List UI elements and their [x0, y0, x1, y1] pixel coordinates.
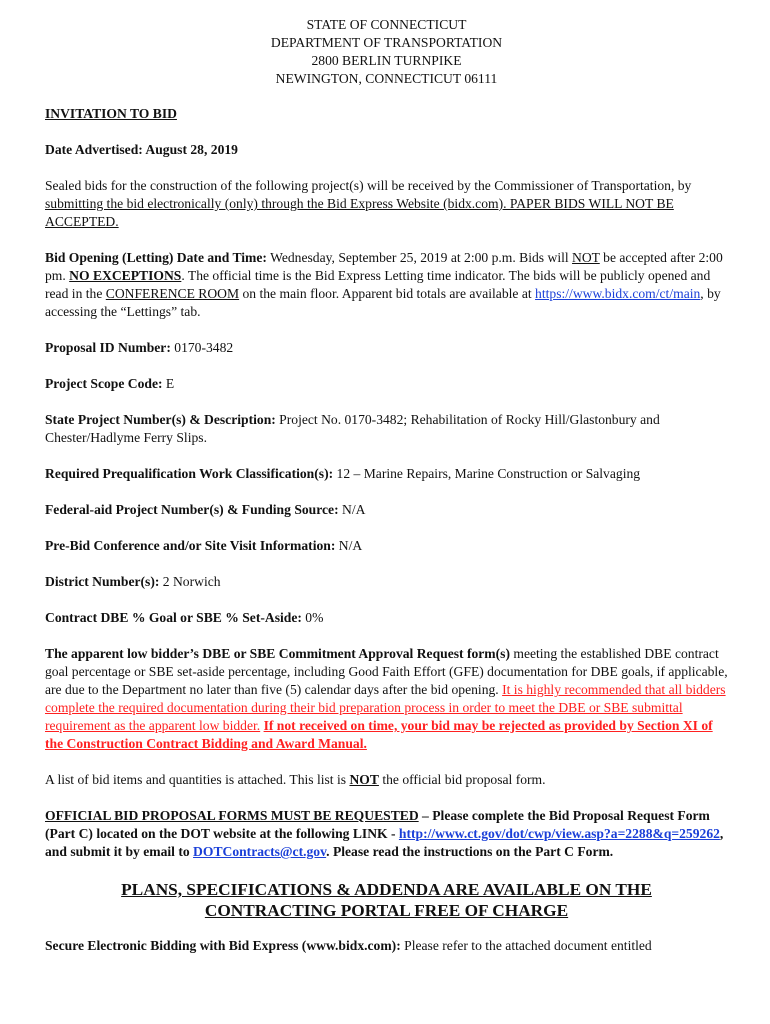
bid-opening-text-5: , by accessing the “Lettings” tab. — [45, 286, 721, 319]
district-value: 2 Norwich — [159, 574, 221, 589]
prequal-label: Required Prequalification Work Classification(s): — [45, 466, 334, 481]
bid-opening-label: Bid Opening (Letting) Date and Time: — [45, 250, 267, 265]
proposal-id-value: 0170-3482 — [170, 340, 234, 355]
secure-text: Please refer to the attached document entitled — [400, 938, 652, 953]
rejection-warning: If not received on time, your bid may be rejected as provided by Section XI of the Construction Contract Bidding and Award Manual. — [45, 718, 713, 751]
apparent-low-label: The apparent low bidder’s DBE or SBE Commitment Approval Request form(s) — [45, 646, 510, 661]
proposal-id-label: Proposal ID Number: — [45, 340, 171, 355]
apparent-low-text: meeting the established DBE contract goal percentage or SBE set-aside percentage, including Good Faith Effort (GFE) documentation for DBE goals, if applicable, are due to the Department no later than five (5) calendar days after the bid opening. — [45, 646, 728, 697]
district — [45, 573, 728, 591]
state-project-value: Project No. 0170-3482; Rehabilitation of Rocky Hill/Glastonbury and Chester/Hadlyme Ferry Slips. — [45, 412, 660, 445]
state-project — [45, 411, 728, 447]
sealed-underlined: submitting the bid electronically (only) through the Bid Express Website (bidx.com). PAPER BIDS WILL NOT BE ACCEPTED. — [45, 196, 674, 229]
bid-items-text-2: the official bid proposal form. — [378, 772, 546, 787]
official-forms-text-2: , and submit it by email to — [45, 826, 724, 859]
official-forms-paragraph — [45, 807, 728, 861]
bid-opening-text-1: Wednesday, September 25, 2019 at 2:00 p.m. Bids will — [266, 250, 573, 265]
federal-aid-value: N/A — [338, 502, 366, 517]
header-street: 2800 BERLIN TURNPIKE — [311, 53, 462, 68]
proposal-id — [45, 339, 728, 357]
dot-contracts-email-link[interactable]: DOTContracts@ct.gov — [193, 844, 327, 859]
official-forms-heading: OFFICIAL BID PROPOSAL FORMS MUST BE REQUESTED — [45, 808, 419, 823]
prequal-value: 12 – Marine Repairs, Marine Construction or Salvaging — [333, 466, 641, 481]
bid-opening-paragraph — [45, 249, 728, 321]
dbe-goal — [45, 609, 728, 627]
apparent-low-paragraph — [45, 645, 728, 753]
prequalification — [45, 465, 728, 483]
part-c-form-link[interactable]: http://www.ct.gov/dot/cwp/view.asp?a=2288&q=259262 — [398, 826, 720, 841]
pre-bid — [45, 537, 728, 555]
bid-items-text-1: A list of bid items and quantities is attached. This list is — [45, 772, 350, 787]
bidx-lettings-link[interactable]: https://www.bidx.com/ct/main — [535, 286, 701, 301]
no-exceptions: NO EXCEPTIONS — [69, 268, 182, 283]
bid-opening-text-3: . The official time is the Bid Express Letting time indicator. The bids will be publicly opened and read in the — [45, 268, 711, 301]
date-advertised: Date Advertised: August 28, 2019 — [45, 142, 238, 157]
bid-items-paragraph — [45, 771, 728, 789]
prebid-value: N/A — [335, 538, 363, 553]
header-city: NEWINGTON, CONNECTICUT 06111 — [275, 71, 498, 86]
sealed-text: Sealed bids for the construction of the following project(s) will be received by the Commissioner of Transportation, by — [45, 178, 692, 193]
secure-bidding-paragraph — [45, 937, 728, 955]
banner-line-1: PLANS, SPECIFICATIONS & ADDENDA ARE AVAILABLE ON THE — [121, 880, 652, 899]
bid-opening-not: NOT — [572, 250, 600, 265]
federal-aid — [45, 501, 728, 519]
banner-line-2: CONTRACTING PORTAL FREE OF CHARGE — [204, 901, 569, 920]
district-label: District Number(s): — [45, 574, 160, 589]
bid-opening-text-2: be accepted after 2:00 pm. — [45, 250, 723, 283]
official-forms-text-1: – Please complete the Bid Proposal Request Form (Part C) located on the DOT website at the following LINK - — [45, 808, 710, 841]
bid-opening-text-4: on the main floor. Apparent bid totals are available at — [239, 286, 536, 301]
scope-code-label: Project Scope Code: — [45, 376, 163, 391]
secure-label: Secure Electronic Bidding with Bid Express (www.bidx.com): — [45, 938, 401, 953]
conference-room: CONFERENCE ROOM — [105, 286, 240, 301]
state-project-label: State Project Number(s) & Description: — [45, 412, 276, 427]
plans-banner — [45, 879, 728, 921]
sealed-bids-paragraph — [45, 177, 728, 231]
scope-code-value: E — [162, 376, 175, 391]
recommendation-red: It is highly recommended that all bidders complete the required documentation during their bid preparation process in order to meet the DBE or SBE submittal requirement as the apparent low bidder. — [45, 682, 726, 733]
official-forms-text-3: . Please read the instructions on the Part C Form. — [326, 844, 614, 859]
dbe-goal-value: 0% — [301, 610, 324, 625]
prebid-label: Pre-Bid Conference and/or Site Visit Information: — [45, 538, 336, 553]
scope-code — [45, 375, 728, 393]
document-title: INVITATION TO BID — [45, 106, 177, 121]
header-state: STATE OF CONNECTICUT — [306, 17, 467, 32]
dbe-goal-label: Contract DBE % Goal or SBE % Set-Aside: — [45, 610, 302, 625]
federal-aid-label: Federal-aid Project Number(s) & Funding Source: — [45, 502, 339, 517]
bid-items-not: NOT — [349, 772, 379, 787]
letterhead — [45, 16, 728, 88]
header-department: DEPARTMENT OF TRANSPORTATION — [270, 35, 503, 50]
